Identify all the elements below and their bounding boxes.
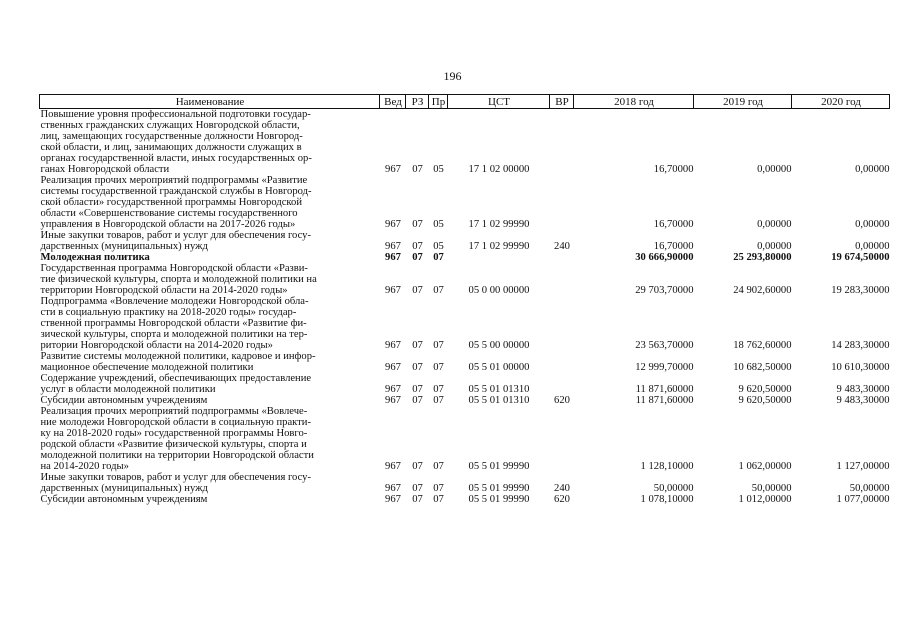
cell-rz: 07	[412, 461, 423, 472]
header-ved: Вед	[380, 95, 406, 109]
header-pr: Пр	[429, 95, 448, 109]
cell-ved: 967	[385, 362, 401, 373]
cell-rz: 07	[412, 494, 423, 505]
cell-cst: 05 5 01 99990	[468, 461, 530, 472]
cell-2019: 9 620,50000	[738, 384, 792, 395]
cell-vr	[550, 252, 574, 263]
table-row	[40, 230, 890, 252]
cell-2018: 16,70000	[653, 219, 694, 230]
cell-rz: 07	[412, 241, 423, 252]
cell-ved: 967	[385, 494, 401, 505]
table-body	[40, 109, 890, 506]
cell-2018: 1 078,10000	[640, 494, 694, 505]
cell-vr	[550, 351, 574, 373]
cell-name: Молодежная политика	[40, 252, 150, 263]
table-row	[40, 472, 890, 494]
cell-vr	[550, 373, 574, 395]
cell-2020: 0,00000	[855, 219, 890, 230]
cell-pr: 05	[433, 241, 444, 252]
cell-name: Содержание учреждений, обеспечивающих предоставление услуг в области молодежной политики	[40, 373, 312, 395]
table-row	[40, 109, 890, 176]
table-row	[40, 351, 890, 373]
cell-2019: 9 620,50000	[738, 395, 792, 406]
header-name: Наименование	[40, 95, 380, 109]
table-header	[40, 95, 890, 109]
table-row	[40, 263, 890, 296]
cell-2018: 11 871,60000	[635, 384, 694, 395]
cell-vr: 240	[554, 483, 570, 494]
cell-cst: 05 5 01 99990	[468, 483, 530, 494]
cell-cst: 05 5 01 99990	[468, 494, 530, 505]
cell-ved: 967	[385, 285, 401, 296]
cell-rz: 07	[412, 340, 423, 351]
cell-2020: 9 483,30000	[836, 384, 890, 395]
cell-2018: 23 563,70000	[635, 340, 694, 351]
cell-vr	[550, 109, 574, 176]
cell-pr: 07	[433, 362, 444, 373]
table-row	[40, 373, 890, 395]
cell-cst: 17 1 02 00000	[468, 164, 530, 175]
cell-cst: 17 1 02 99990	[468, 219, 530, 230]
cell-2020: 0,00000	[855, 164, 890, 175]
cell-name: Развитие системы молодежной политики, кадровое и инфор- мационное обеспечение молодежной политики	[40, 351, 316, 373]
cell-rz: 07	[412, 164, 423, 175]
table-row	[40, 494, 890, 505]
cell-vr	[550, 263, 574, 296]
cell-name: Подпрограмма «Вовлечение молодежи Новгородской обла- сти в социальную практику на 2018-2020 годы» государ- ственной программы Новгородской области «Развитие фи- зической культуры, спорта и молодежной политики на тер- ритории Новгородской области на 2014-2020 годы»	[40, 296, 309, 351]
cell-pr: 05	[433, 219, 444, 230]
cell-2018: 50,00000	[653, 483, 694, 494]
cell-rz: 07	[412, 285, 423, 296]
cell-2018: 11 871,60000	[635, 395, 694, 406]
cell-ved: 967	[385, 219, 401, 230]
cell-2018: 16,70000	[653, 164, 694, 175]
cell-ved: 967	[385, 461, 401, 472]
cell-cst: 05 5 01 00000	[468, 362, 530, 373]
cell-pr: 07	[433, 461, 444, 472]
header-vr: ВР	[550, 95, 574, 109]
cell-ved: 967	[385, 252, 401, 263]
cell-pr: 07	[433, 252, 444, 263]
cell-2019: 50,00000	[751, 483, 792, 494]
cell-name: Субсидии автономным учреждениям	[40, 395, 208, 406]
cell-pr: 07	[433, 384, 444, 395]
cell-pr: 07	[433, 483, 444, 494]
cell-ved: 967	[385, 384, 401, 395]
cell-name: Субсидии автономным учреждениям	[40, 494, 208, 505]
cell-2020: 0,00000	[855, 241, 890, 252]
cell-rz: 07	[412, 362, 423, 373]
cell-vr	[550, 296, 574, 351]
header-2019: 2019 год	[694, 95, 792, 109]
cell-vr	[550, 175, 574, 230]
cell-rz: 07	[412, 252, 423, 263]
cell-rz: 07	[412, 483, 423, 494]
cell-2019: 1 012,00000	[738, 494, 792, 505]
cell-pr: 07	[433, 340, 444, 351]
cell-2020: 19 674,50000	[831, 252, 890, 263]
cell-rz: 07	[412, 384, 423, 395]
cell-2019: 0,00000	[757, 164, 792, 175]
cell-rz: 07	[412, 395, 423, 406]
cell-2019: 24 902,60000	[733, 285, 792, 296]
cell-2018: 29 703,70000	[635, 285, 694, 296]
cell-ved: 967	[385, 483, 401, 494]
cell-2020: 19 283,30000	[831, 285, 890, 296]
table-row	[40, 252, 890, 263]
table-row	[40, 406, 890, 472]
cell-2019: 18 762,60000	[733, 340, 792, 351]
cell-2019: 0,00000	[757, 219, 792, 230]
cell-name: Иные закупки товаров, работ и услуг для обеспечения госу- дарственных (муниципальных) нужд	[40, 472, 312, 494]
cell-name: Иные закупки товаров, работ и услуг для обеспечения госу- дарственных (муниципальных) нужд	[40, 230, 312, 252]
table-row	[40, 296, 890, 351]
cell-2020: 50,00000	[849, 483, 890, 494]
cell-2019: 0,00000	[757, 241, 792, 252]
cell-ved: 967	[385, 340, 401, 351]
cell-2020: 10 610,30000	[831, 362, 890, 373]
cell-pr: 07	[433, 494, 444, 505]
cell-pr: 07	[433, 395, 444, 406]
cell-2020: 14 283,30000	[831, 340, 890, 351]
cell-name: Реализация прочих мероприятий подпрограммы «Развитие системы государственной гражданской службы в Новгород- ской области» государственной программы Новгородской области «Совершенствование системы государственного управления в Новгородской области на 2017-2026 годы»	[40, 175, 312, 230]
cell-2019: 10 682,50000	[733, 362, 792, 373]
header-2020: 2020 год	[792, 95, 890, 109]
page-number: 196	[443, 69, 462, 83]
cell-ved: 967	[385, 395, 401, 406]
cell-2018: 1 128,10000	[640, 461, 694, 472]
cell-2018: 12 999,70000	[635, 362, 694, 373]
header-rz: РЗ	[406, 95, 429, 109]
cell-2019: 25 293,80000	[733, 252, 792, 263]
cell-vr: 620	[554, 395, 570, 406]
cell-vr: 620	[554, 494, 570, 505]
cell-cst: 05 0 00 00000	[468, 285, 530, 296]
cell-pr: 05	[433, 164, 444, 175]
cell-cst: 05 5 01 01310	[468, 395, 530, 406]
table-row	[40, 395, 890, 406]
cell-pr: 07	[433, 285, 444, 296]
cell-cst: 05 5 00 00000	[468, 340, 530, 351]
header-2018: 2018 год	[574, 95, 694, 109]
cell-2020: 9 483,30000	[836, 395, 890, 406]
cell-cst: 05 5 01 01310	[468, 384, 530, 395]
cell-2019: 1 062,00000	[738, 461, 792, 472]
cell-vr	[550, 406, 574, 472]
table-row	[40, 175, 890, 230]
cell-2020: 1 127,00000	[836, 461, 890, 472]
cell-cst	[448, 252, 550, 263]
cell-vr: 240	[554, 241, 570, 252]
cell-rz: 07	[412, 219, 423, 230]
cell-2020: 1 077,00000	[836, 494, 890, 505]
cell-ved: 967	[385, 164, 401, 175]
header-cst: ЦСТ	[448, 95, 550, 109]
cell-name: Реализация прочих мероприятий подпрограммы «Вовлече- ние молодежи Новгородской области в социальную практи- ку на 2018-2020 годы» государственной программы Новго- родской области «Развитие физической культуры, спорта и молодежной политики на территории Новгородской области на 2014-2020 годы»	[40, 406, 314, 472]
cell-ved: 967	[385, 241, 401, 252]
cell-cst: 17 1 02 99990	[468, 241, 530, 252]
cell-name: Государственная программа Новгородской области «Разви- тие физической культуры, спорта и молодежной политики на территории Новгородской области на 2014-2020 годы»	[40, 263, 317, 296]
cell-name: Повышение уровня профессиональной подготовки государ- ственных гражданских служащих Новгородской области, лиц, замещающих государственные должности Новгород- ской области, и лиц, занимающих должности служащих в органах государственной власти, иных государственных ор- ганах Новгородской области	[40, 109, 312, 175]
cell-2018: 16,70000	[653, 241, 694, 252]
cell-2018: 30 666,90000	[635, 252, 694, 263]
budget-table	[39, 94, 890, 505]
